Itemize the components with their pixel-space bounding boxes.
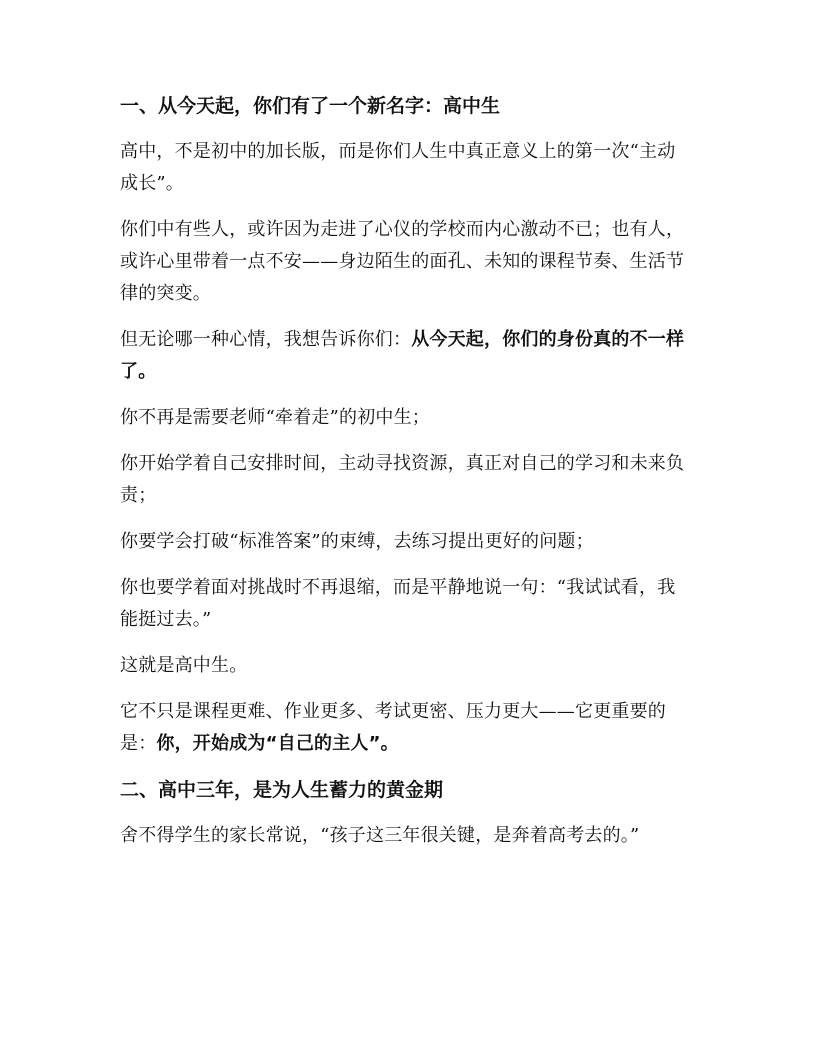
section-heading-1: 一、从今天起，你们有了一个新名字：高中生 <box>120 95 501 117</box>
paragraph-5: 你开始学着自己安排时间，主动寻找资源，真正对自己的学习和未来负责； <box>120 453 685 506</box>
paragraph-9-emphasis: 你，开始成为“自己的主人”。 <box>156 733 399 754</box>
paragraph-3-text: 但无论哪一种心情，我想告诉你们： <box>120 329 412 350</box>
section-heading-2: 二、高中三年，是为人生蓄力的黄金期 <box>120 779 444 801</box>
paragraph-1: 高中，不是初中的加长版，而是你们人生中真正意义上的第一次“主动成长”。 <box>120 141 676 194</box>
paragraph-6: 你要学会打破“标准答案”的束缚，去练习提出更好的问题； <box>120 531 594 552</box>
paragraph-9-text: 它不只是课程更难、作业更多、考试更密、压力更大——它更重要的是： <box>120 701 666 754</box>
paragraph-4: 你不再是需要老师“牵着走”的初中生； <box>120 407 431 428</box>
paragraph-9 <box>120 696 690 760</box>
paragraph-10: 舍不得学生的家长常说，“孩子这三年很关键，是奔着高考去的。” <box>120 825 640 846</box>
paragraph-2: 你们中有些人，或许因为走进了心仪的学校而内心激动不已；也有人，或许心里带着一点不安——身边陌生的面孔、未知的课程节奏、生活节律的突变。 <box>120 219 685 304</box>
paragraph-7: 你也要学着面对挑战时不再退缩，而是平静地说一句：“我试试看，我能挺过去。” <box>120 577 676 630</box>
paragraph-3-emphasis: 从今天起，你们的身份真的不一样了。 <box>120 329 685 382</box>
paragraph-3 <box>120 324 690 388</box>
document-page <box>120 90 690 852</box>
paragraph-8: 这就是高中生。 <box>120 655 248 676</box>
